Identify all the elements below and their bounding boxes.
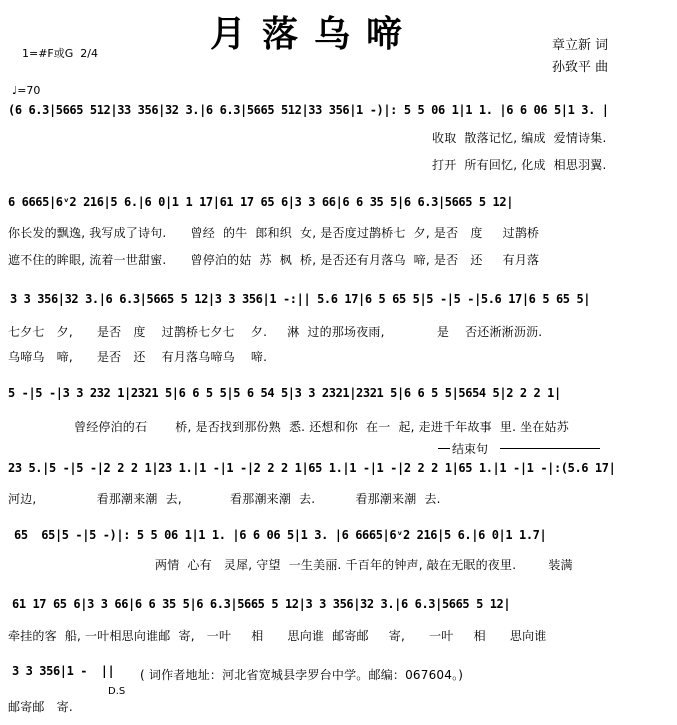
lyric-row-8: 邮寄邮 寄.	[8, 700, 73, 714]
lyric-row-2-verse-1: 你长发的飘逸, 我写成了诗句. 曾经 的牛 郎和织 女, 是否度过鹊桥七 夕, 是否 度 过鹊桥	[8, 226, 540, 240]
lyric-row-3-verse-2: 乌啼乌 啼, 是否 还 有月落乌啼乌 啼.	[8, 350, 268, 364]
notation-row-8: 3 3 356|1 - ||	[12, 664, 115, 678]
lyric-row-2-verse-2: 遮不住的眸眼, 流着一世甜蜜. 曾停泊的姑 苏 枫 桥, 是否还有月落乌 啼, 是否 还 有月落	[8, 253, 540, 267]
notation-row-3: 3 3 356|32 3.|6 6.3|5665 5 12|3 3 356|1 -:|| 5.6 17|6 5 65 5|5 -|5 -|5.6 17|6 5 65 5|	[10, 292, 591, 306]
notation-row-2: 6 6665|6ᵛ2 216|5 6.|6 0|1 1 17|61 17 65 6|3 3 66|6 6 35 5|6 6.3|5665 5 12|	[8, 195, 514, 209]
lyric-row-7: 牵挂的客 船, 一叶相思向谁邮 寄, 一叶 相 思向谁 邮寄邮 寄, 一叶 相 思向谁	[8, 629, 547, 643]
ds-marking: D.S	[108, 686, 126, 697]
lyric-row-1-verse-1: 收取 散落记忆, 编成 爱情诗集.	[432, 131, 607, 145]
notation-row-1: (6 6.3|5665 512|33 356|32 3.|6 6.3|5665 512|33 356|1 -)|: 5 5 06 1|1 1. |6 6 06 5|1 3. |	[8, 103, 609, 117]
notation-row-5: 23 5.|5 -|5 -|2 2 2 1|23 1.|1 -|1 -|2 2 2 1|65 1.|1 -|1 -|2 2 2 1|65 1.|1 -|1 -|:(5.6 17|	[8, 461, 616, 475]
lyric-row-5: 河边, 看那潮来潮 去, 看那潮来潮 去. 看那潮来潮 去.	[8, 492, 441, 506]
ending-label: 结束句	[452, 442, 489, 456]
lyric-row-6: 两情 心有 灵犀, 守望 一生美丽. 千百年的钟声, 敲在无眠的夜里. 装满	[155, 558, 573, 572]
lyricist-credit: 章立新 词	[552, 38, 609, 53]
lyric-row-3-verse-1: 七夕七 夕, 是否 度 过鹊桥七夕七 夕. 淋 过的那场夜雨, 是 否还淅淅沥沥.	[8, 325, 543, 339]
notation-row-7: 61 17 65 6|3 3 66|6 6 35 5|6 6.3|5665 5 12|3 3 356|32 3.|6 6.3|5665 5 12|	[12, 597, 511, 611]
song-title: 月落乌啼	[210, 13, 419, 55]
lyricist-address: ( 词作者地址：河北省宽城县孛罗台中学。邮编：067604。)	[140, 668, 464, 682]
notation-row-6: 65 65|5 -|5 -)|: 5 5 06 1|1 1. |6 6 06 5|1 3. |6 6665|6ᵛ2 216|5 6.|6 0|1 1.7|	[14, 528, 547, 542]
lyric-row-1-verse-2: 打开 所有回忆, 化成 相思羽翼.	[432, 158, 607, 172]
composer-credit: 孙致平 曲	[552, 60, 609, 75]
tempo-marking: ♩=70	[12, 84, 41, 97]
lyric-row-4: 曾经停泊的石 桥, 是否找到那份熟 悉. 还想和你 在一 起, 走进千年故事 里. 坐在姑苏	[74, 420, 569, 434]
key-signature: 1=#F或G 2/4	[22, 47, 98, 60]
notation-row-4: 5 -|5 -|3 3 232 1|2321 5|6 6 5 5|5 6 54 5|3 3 2321|2321 5|6 6 5 5|5654 5|2 2 2 1|	[8, 386, 561, 400]
